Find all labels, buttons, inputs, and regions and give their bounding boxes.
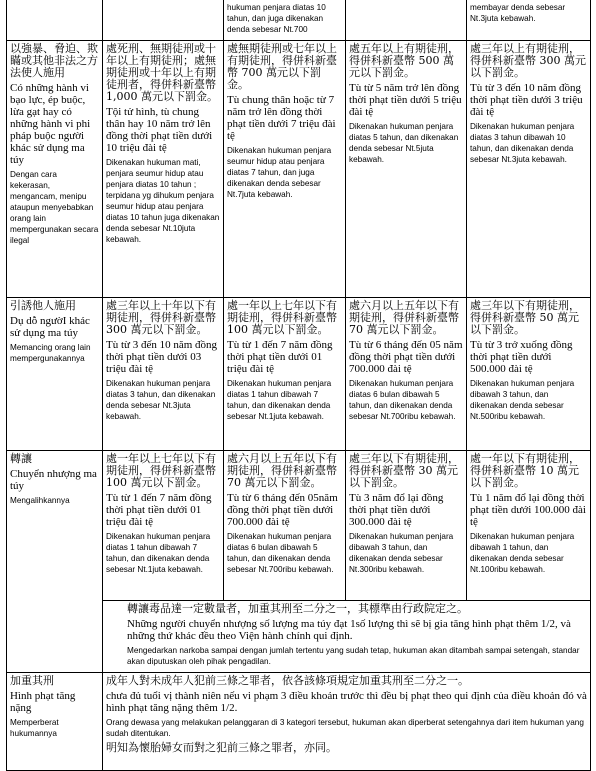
indonesian-text: membayar denda sebesar Nt.3juta kebawah. — [470, 3, 566, 23]
chinese-text: 處一年以上七年以下有期徒刑，得併科新臺幣 100 萬元以下罰金。 — [227, 299, 337, 336]
aggravated-content-cell — [103, 673, 591, 771]
top-cell-col2 — [103, 0, 224, 41]
indonesian-text: Dikenakan hukuman mati, penjara seumur hidup atau penjara diatas 10 tahun ; terpidana yg dihukum penjara seumur hidup atau penjara diatas 10 tahun juga dikenakan denda sebesar Nt.10juta kebawah. — [106, 158, 220, 244]
chinese-text: 處無期徒刑或七年以上有期徒刑，得併科新臺幣 700 萬元以下罰金。 — [227, 42, 337, 91]
chinese-text: 引誘他人施用 — [10, 299, 76, 312]
vietnamese-text: Chuyển nhượng ma túy — [10, 468, 97, 492]
indonesian-text: Dikenakan hukuman penjara diatas 5 tahun, dan dikenakan denda sebesar Nt.5juta kebawah. — [349, 122, 459, 164]
vietnamese-text: Tù từ 3 đến 10 năm đồng thời phạt tiền dưới 03 triệu đài tệ — [106, 339, 218, 375]
penalty-cell — [346, 451, 467, 601]
penalty-cell — [467, 451, 591, 601]
chinese-text: 加重其刑 — [10, 674, 54, 687]
chinese-text: 轉讓 — [10, 452, 32, 465]
indonesian-text: Mengedarkan narkoba sampai dengan jumlah tertentu yang sudah tetap, hukuman akan ditambah sampai setengah, standar akan diputuskan oleh pihak pengadilan. — [127, 646, 580, 666]
penalty-cell — [103, 298, 224, 451]
top-cell-col5 — [467, 0, 591, 41]
table-row — [7, 0, 591, 41]
vietnamese-text: Tù chung thân hoặc từ 7 năm trở lên đồng thời phạt tiền dưới 7 triệu đài tệ — [227, 94, 336, 142]
indonesian-text: Dikenakan hukuman penjara diatas 3 tahun dibawah 10 tahun, dan dikenakan denda sebesar Nt.3juta kebawah. — [470, 122, 575, 164]
penalty-cell — [467, 298, 591, 451]
penalty-cell — [346, 41, 467, 298]
chinese-text: 處一年以下有期徒刑，得併科新臺幣 10 萬元以下罰金。 — [470, 452, 580, 489]
indonesian-text: Dikenakan hukuman penjara dibawah 3 tahun, dan dikenakan denda sebesar Nt.500ribu kebawah. — [470, 379, 575, 421]
vietnamese-text: Tù từ 5 năm trở lên đồng thời phạt tiền dưới 5 triệu đài tệ — [349, 82, 462, 118]
indonesian-text: Dengan cara kekerasan, mengancam, menipu ataupun menyebabkan orang lain mempergunakan secara ilegal — [10, 170, 99, 245]
indonesian-text: Dikenakan hukuman penjara diatas 1 tahun dibawah 7 tahun, dan dikenakan denda sebesar Nt.1juta kebawah. — [106, 532, 211, 574]
chinese-text: 處五年以上有期徒刑，得併科新臺幣 500 萬元以下罰金。 — [349, 42, 459, 79]
indonesian-text: Dikenakan hukuman penjara seumur hidup atau penjara diatas 7 tahun, dan juga dikenakan denda sebesar Nt.7juta kebawah. — [227, 146, 332, 199]
offense-cell — [7, 298, 103, 451]
penalty-cell — [467, 41, 591, 298]
vietnamese-text: Tù 3 năm đổ lại đồng thời phạt tiền dưới 300.000 đài tệ — [349, 492, 444, 528]
vietnamese-text: Tù từ 1 đến 7 năm đồng thời phạt tiền dưới 01 triệu đài tệ — [227, 339, 333, 375]
top-cell-offense — [7, 0, 103, 41]
penalty-cell — [224, 298, 346, 451]
chinese-text: 轉讓毒品達一定數量者，加重其刑至二分之一，其標準由行政院定之。 — [127, 602, 468, 615]
penalty-cell — [103, 41, 224, 298]
vietnamese-text: Tù từ 6 tháng đến 05 năm đồng thời phạt tiền dưới 700.000 đài tệ — [349, 339, 463, 375]
table-row — [7, 41, 591, 298]
vietnamese-text: Tù từ 6 tháng đến 05năm đồng thời phạt tiền dưới 700.000 đài tệ — [227, 492, 338, 528]
vietnamese-text: Tội tử hình, tù chung thân hay 10 năm trở lên đồng thời phạt tiền dưới 10 triệu đài tệ — [106, 106, 213, 154]
indonesian-text: Memperberat hukumannya — [10, 718, 59, 738]
indonesian-text: Memancing orang lain mempergunakannya — [10, 343, 91, 363]
indonesian-text: Orang dewasa yang melakukan pelanggaran di 3 kategori tersebut, hukuman akan diperberat setengahnya dari item hukuman yang sudah ditentukan. — [106, 718, 584, 738]
aggravated-label-cell — [7, 673, 103, 771]
vietnamese-text: Tù từ 1 đến 7 năm đồng thời phạt tiền dưới 01 triệu đài tệ — [106, 492, 212, 528]
offense-cell — [7, 41, 103, 298]
indonesian-text: hukuman penjara diatas 10 tahun, dan juga dikenakan denda sebesar Nt.700 — [227, 3, 326, 34]
vietnamese-text: chưa đủ tuổi vị thành niên nếu vi phạm 3 điều khoản trước thì đều bị phạt theo qui định của điều khoản đó và hình phạt tăng nặng thêm 1/2. — [106, 690, 587, 714]
chinese-text: 以強暴、脅迫、欺瞞或其他非法之方法使人施用 — [10, 42, 98, 79]
chinese-text: 處死刑、無期徒刑或十年以上有期徒刑；處無期徒刑或十年以上有期徒刑者，得併科新臺幣1,000 萬元以下罰金。 — [106, 42, 218, 103]
penalty-cell — [103, 451, 224, 601]
vietnamese-text: Tù từ 3 đến 10 năm đồng thời phạt tiền dưới 3 triệu đài tệ — [470, 82, 583, 118]
vietnamese-text: Có những hành vi bạo lực, ép buộc, lừa gạt hay có những hành vi phi pháp buộc người khác sử dụng ma túy — [10, 82, 91, 166]
offense-cell — [7, 451, 103, 673]
chinese-text: 處三年以上十年以下有期徒刑，得併科新臺幣 300 萬元以下罰金。 — [106, 299, 216, 336]
transfer-note-cell — [103, 601, 591, 673]
indonesian-text: Dikenakan hukuman penjara dibawah 3 tahun, dan dikenakan denda sebesar Nt.300ribu kebawah. — [349, 532, 454, 574]
indonesian-text: Dikenakan hukuman penjara diatas 6 bulan dibawah 5 tahun, dan dikenakan denda sebesar Nt.700ribu kebawah. — [227, 532, 334, 574]
table-row — [7, 451, 591, 601]
table-row — [7, 298, 591, 451]
indonesian-text: Dikenakan hukuman penjara diatas 1 tahun dibawah 7 tahun, dan dikenakan denda sebesar Nt.1juta kebawah. — [227, 379, 332, 421]
chinese-text: 處三年以下有期徒刑，得併科新臺幣 30 萬元以下罰金。 — [349, 452, 459, 489]
indonesian-text: Dikenakan hukuman penjara dibawah 1 tahun, dan dikenakan denda sebesar Nt.100ribu kebawah. — [470, 532, 575, 574]
top-cell-col3 — [224, 0, 346, 41]
penalty-cell — [224, 451, 346, 601]
penalty-cell — [224, 41, 346, 298]
chinese-text: 成年人對未成年人犯前三條之罪者，依各該條項規定加重其刑至二分之一。 — [106, 674, 469, 687]
vietnamese-text: Hình phạt tăng nặng — [10, 690, 76, 714]
table-row — [7, 673, 591, 771]
chinese-text: 處三年以下有期徒刑，得併科新臺幣 50 萬元以下罰金。 — [470, 299, 580, 336]
top-cell-col4 — [346, 0, 467, 41]
indonesian-text: Dikenakan hukuman penjara diatas 3 tahun, dan dikenakan denda sebesar Nt.3juta kebawah. — [106, 379, 216, 421]
indonesian-text: Dikenakan hukuman penjara diatas 6 bulan dibawah 5 tahun, dan dikenakan denda sebesar Nt.700ribu kebawah. — [349, 379, 456, 421]
chinese-text: 明知為懷胎婦女而對之犯前三條之罪者，亦同。 — [106, 741, 337, 754]
chinese-text: 處六月以上五年以下有期徒刑，得併科新臺幣 70 萬元以下罰金。 — [227, 452, 337, 489]
chinese-text: 處三年以上有期徒刑，得併科新臺幣 300 萬元以下罰金。 — [470, 42, 586, 79]
vietnamese-text: Dụ dỗ ngườI khác sử dụng ma túy — [10, 315, 90, 339]
drug-penalty-table — [6, 0, 591, 771]
vietnamese-text: Tù 1 năm đổ lại đồng thời phạt tiền dưới 100.000 đài tệ — [470, 492, 586, 528]
vietnamese-text: Những người chuyển nhượng số lượng ma túy đạt 1số lượng thì sẽ bị gia tăng hình phạt thêm 1/2, và những thứ khác đều theo Viện hành chính qui định. — [127, 618, 571, 642]
chinese-text: 處六月以上五年以下有期徒刑，得併科新臺幣 70 萬元以下罰金。 — [349, 299, 459, 336]
vietnamese-text: Tù từ 3 trở xuống đồng thời phạt tiền dưới 500.000 đài tệ — [470, 339, 573, 375]
penalty-cell — [346, 298, 467, 451]
chinese-text: 處一年以上七年以下有期徒刑，得併科新臺幣 100 萬元以下罰金。 — [106, 452, 216, 489]
indonesian-text: Mengalihkannya — [10, 496, 70, 505]
